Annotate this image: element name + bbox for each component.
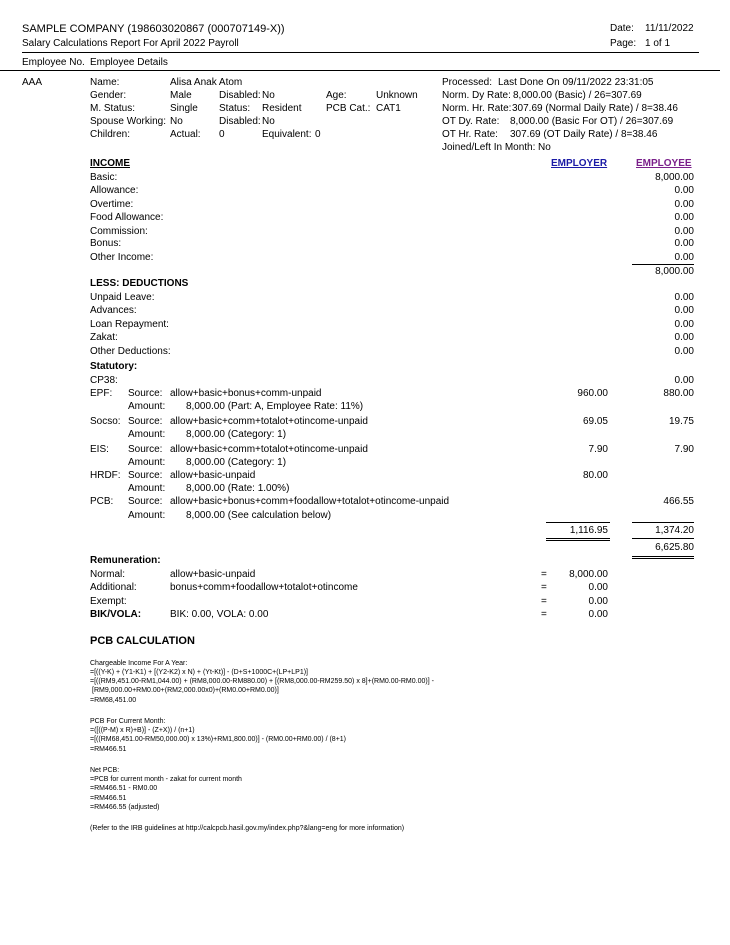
actual-value: 0 [219,129,225,140]
page-value: 1 of 1 [645,38,671,49]
epf-employer: 960.00 [577,388,608,399]
additional-eq: = [541,582,547,593]
net-rule-1 [632,556,694,557]
equivalent-label: Equivalent: [262,129,312,140]
pcb-calc-line: =RM466.51 - RM0.00 [90,785,158,792]
income-total-rule [632,264,694,265]
disabled2-label: Disabled: [219,116,261,127]
pcb-calc-line: =[((RM68,451.00-RM50,000.00) x 13%)+RM1,800.00)] - (RM0.00+RM0.00) / (8+1) [90,736,347,743]
eis-amount-label: Amount: [128,457,166,468]
normal-eq: = [541,569,547,580]
employee-total-rule-top [632,522,694,523]
pcb-employee: 466.55 [663,496,694,507]
eis-label: EIS: [90,444,109,455]
net-rule-2 [632,558,694,559]
deduction-label-advances: Advances: [90,305,137,316]
processed-label: Processed: [442,77,493,88]
date-label: Date: [610,23,634,34]
income-label-basic: Basic: [90,172,118,183]
total-employee: 1,374.20 [655,525,694,536]
norm-hr-value: 307.69 (Normal Daily Rate) / 8=38.46 [512,103,678,114]
bik-label: BIK/VOLA: [90,609,142,620]
income-label-bonus: Bonus: [90,238,122,249]
epf-employee: 880.00 [663,388,694,399]
epf-source-label: Source: [128,388,163,399]
column-divider [0,70,720,71]
income-label-allowance: Allowance: [90,185,139,196]
ot-dy-value: 8,000.00 (Basic For OT) / 26=307.69 [510,116,674,127]
eis-employer: 7.90 [588,444,608,455]
socso-source: allow+basic+comm+totalot+otincome-unpaid [170,416,368,427]
eis-source: allow+basic+comm+totalot+otincome-unpaid [170,444,368,455]
disabled2-value: No [262,116,275,127]
income-label-overtime: Overtime: [90,199,134,210]
ot-dy-label: OT Dy. Rate: [442,116,500,127]
pcb-calc-line: =RM466.51 [90,795,127,802]
age-value: Unknown [376,90,418,101]
deductions-title: LESS: DEDUCTIONS [90,278,189,289]
exempt-label: Exempt: [90,596,127,607]
deduction-label-unpaid: Unpaid Leave: [90,292,155,303]
ot-hr-label: OT Hr. Rate: [442,129,498,140]
additional-label: Additional: [90,582,137,593]
pcb-amount: 8,000.00 (See calculation below) [186,510,332,521]
date-value: 11/11/2022 [645,23,694,34]
cp38-employee: 0.00 [674,375,694,386]
income-value-bonus: 0.00 [674,238,694,249]
deduction-value-loan: 0.00 [674,319,694,330]
normal-formula: allow+basic-unpaid [170,569,256,580]
deduction-value-zakat: 0.00 [674,332,694,343]
col-employee-details: Employee Details [90,57,168,68]
income-value-commission: 0.00 [674,226,694,237]
status-value: Resident [262,103,302,114]
status-label: Status: [219,103,251,114]
epf-source: allow+basic+bonus+comm-unpaid [170,388,322,399]
pcb-amount-label: Amount: [128,510,166,521]
pcb-calc-title: PCB CALCULATION [90,635,195,647]
socso-employee: 19.75 [668,416,694,427]
statutory-title: Statutory: [90,361,138,372]
age-label: Age: [326,90,347,101]
norm-dy-value: 8,000.00 (Basic) / 26=307.69 [513,90,642,101]
eis-source-label: Source: [128,444,163,455]
net-pay: 6,625.80 [655,542,694,553]
cp38-label: CP38: [90,375,118,386]
normal-label: Normal: [90,569,126,580]
pcb-calc-line: [RM9,000.00+RM0.00+(RM2,000.00x0)+(RM0.00+RM0.00)] [92,687,279,694]
joined-label: Joined/Left In Month: [442,142,536,153]
epf-label: EPF: [90,388,113,399]
name-value: Alisa Anak Atom [170,77,243,88]
hrdf-label: HRDF: [90,470,121,481]
children-label: Children: [90,129,131,140]
disabled-label: Disabled: [219,90,261,101]
exempt-eq: = [541,596,547,607]
pcb-calc-line: =PCB for current month - zakat for current month [90,776,242,783]
income-value-other: 0.00 [674,252,694,263]
col-employee-no: Employee No. [22,57,85,68]
pcb-source-label: Source: [128,496,163,507]
socso-source-label: Source: [128,416,163,427]
hrdf-employer: 80.00 [582,470,608,481]
pcb-calc-line: =RM68,451.00 [90,697,137,704]
pcb-calc-reference: (Refer to the IRB guidelines at http://calcpcb.hasil.gov.my/index.php?&lang=eng for more information) [90,825,405,832]
header-divider [22,52,699,53]
income-label-other: Other Income: [90,252,154,263]
deduction-label-loan: Loan Repayment: [90,319,169,330]
remuneration-title: Remuneration: [90,555,161,566]
deduction-label-zakat: Zakat: [90,332,118,343]
pcb-calc-line: =RM466.55 (adjusted) [90,804,160,811]
hrdf-amount: 8,000.00 (Rate: 1.00%) [186,483,290,494]
mstatus-value: Single [170,103,198,114]
deduction-value-advances: 0.00 [674,305,694,316]
pcb-calc-line: Chargeable Income For A Year: [90,660,188,667]
disabled-value: No [262,90,275,101]
epf-amount-label: Amount: [128,401,166,412]
hrdf-amount-label: Amount: [128,483,166,494]
spouse-value: No [170,116,183,127]
deduction-value-other: 0.00 [674,346,694,357]
mstatus-label: M. Status: [90,103,136,114]
pcb-calc-line: =RM466.51 [90,746,127,753]
joined-value: No [538,142,551,153]
additional-formula: bonus+comm+foodallow+totalot+otincome [170,582,358,593]
pcb-calc-line: =([((P-M) x R)+B)] - (Z+X)) / (n+1) [90,727,195,734]
norm-dy-label: Norm. Dy Rate: [442,90,511,101]
income-total: 8,000.00 [655,266,694,277]
spouse-label: Spouse Working: [90,116,166,127]
additional-value: 0.00 [588,582,608,593]
deduction-value-unpaid: 0.00 [674,292,694,303]
employer-total-rule-2 [546,540,610,541]
income-value-allowance: 0.00 [674,185,694,196]
gender-value: Male [170,90,192,101]
income-value-overtime: 0.00 [674,199,694,210]
hrdf-source: allow+basic-unpaid [170,470,256,481]
pcbcat-value: CAT1 [376,103,401,114]
employee-total-rule-1 [632,538,694,539]
income-title: INCOME [90,158,130,169]
norm-hr-label: Norm. Hr. Rate: [442,103,512,114]
eis-amount: 8,000.00 (Category: 1) [186,457,287,468]
processed-value: Last Done On 09/11/2022 23:31:05 [498,77,654,88]
employer-total-rule-top [546,522,610,523]
total-employer: 1,116.95 [569,525,608,536]
pcb-calc-line: Net PCB: [90,767,120,774]
income-value-food: 0.00 [674,212,694,223]
pcb-calc-line: =[((Y-K) + (Y1-K1) + [(Y2-K2) x N) + (Yt-Kt)] - (D+S+1000C+(LP+LP1)] [90,669,308,676]
deduction-label-other: Other Deductions: [90,346,171,357]
normal-value: 8,000.00 [569,569,608,580]
report-title: Salary Calculations Report For April 2022 Payroll [22,38,239,49]
eis-employee: 7.90 [674,444,694,455]
pcb-calc-line: =[((RM9,451.00-RM1,044.00) + (RM8,000.00-RM880.00) + [(RM8,000.00-RM259.50) x 8]+(RM0.00-RM0.00)] - [90,678,434,685]
pcb-source: allow+basic+bonus+comm+foodallow+totalot+otincome-unpaid [170,496,450,507]
employee-header: EMPLOYEE [636,158,692,169]
employer-header: EMPLOYER [551,158,608,169]
employer-total-rule-1 [546,538,610,539]
exempt-value: 0.00 [588,596,608,607]
pcbcat-label: PCB Cat.: [326,103,371,114]
bik-eq: = [541,609,547,620]
socso-employer: 69.05 [582,416,608,427]
employee-code: AAA [22,77,43,88]
income-label-commission: Commission: [90,226,148,237]
income-label-food: Food Allowance: [90,212,164,223]
hrdf-source-label: Source: [128,470,163,481]
gender-label: Gender: [90,90,127,101]
name-label: Name: [90,77,120,88]
socso-amount: 8,000.00 (Category: 1) [186,429,287,440]
pcb-calc-line: PCB For Current Month: [90,718,166,725]
epf-amount: 8,000.00 (Part: A, Employee Rate: 11%) [186,401,364,412]
bik-value: 0.00 [588,609,608,620]
bik-formula: BIK: 0.00, VOLA: 0.00 [170,609,269,620]
income-value-basic: 8,000.00 [655,172,694,183]
page-label: Page: [610,38,637,49]
pcb-label: PCB: [90,496,114,507]
equivalent-value: 0 [315,129,321,140]
company-name: SAMPLE COMPANY (198603020867 (000707149-X)) [22,23,285,35]
ot-hr-value: 307.69 (OT Daily Rate) / 8=38.46 [510,129,658,140]
actual-label: Actual: [170,129,201,140]
socso-label: Socso: [90,416,121,427]
socso-amount-label: Amount: [128,429,166,440]
